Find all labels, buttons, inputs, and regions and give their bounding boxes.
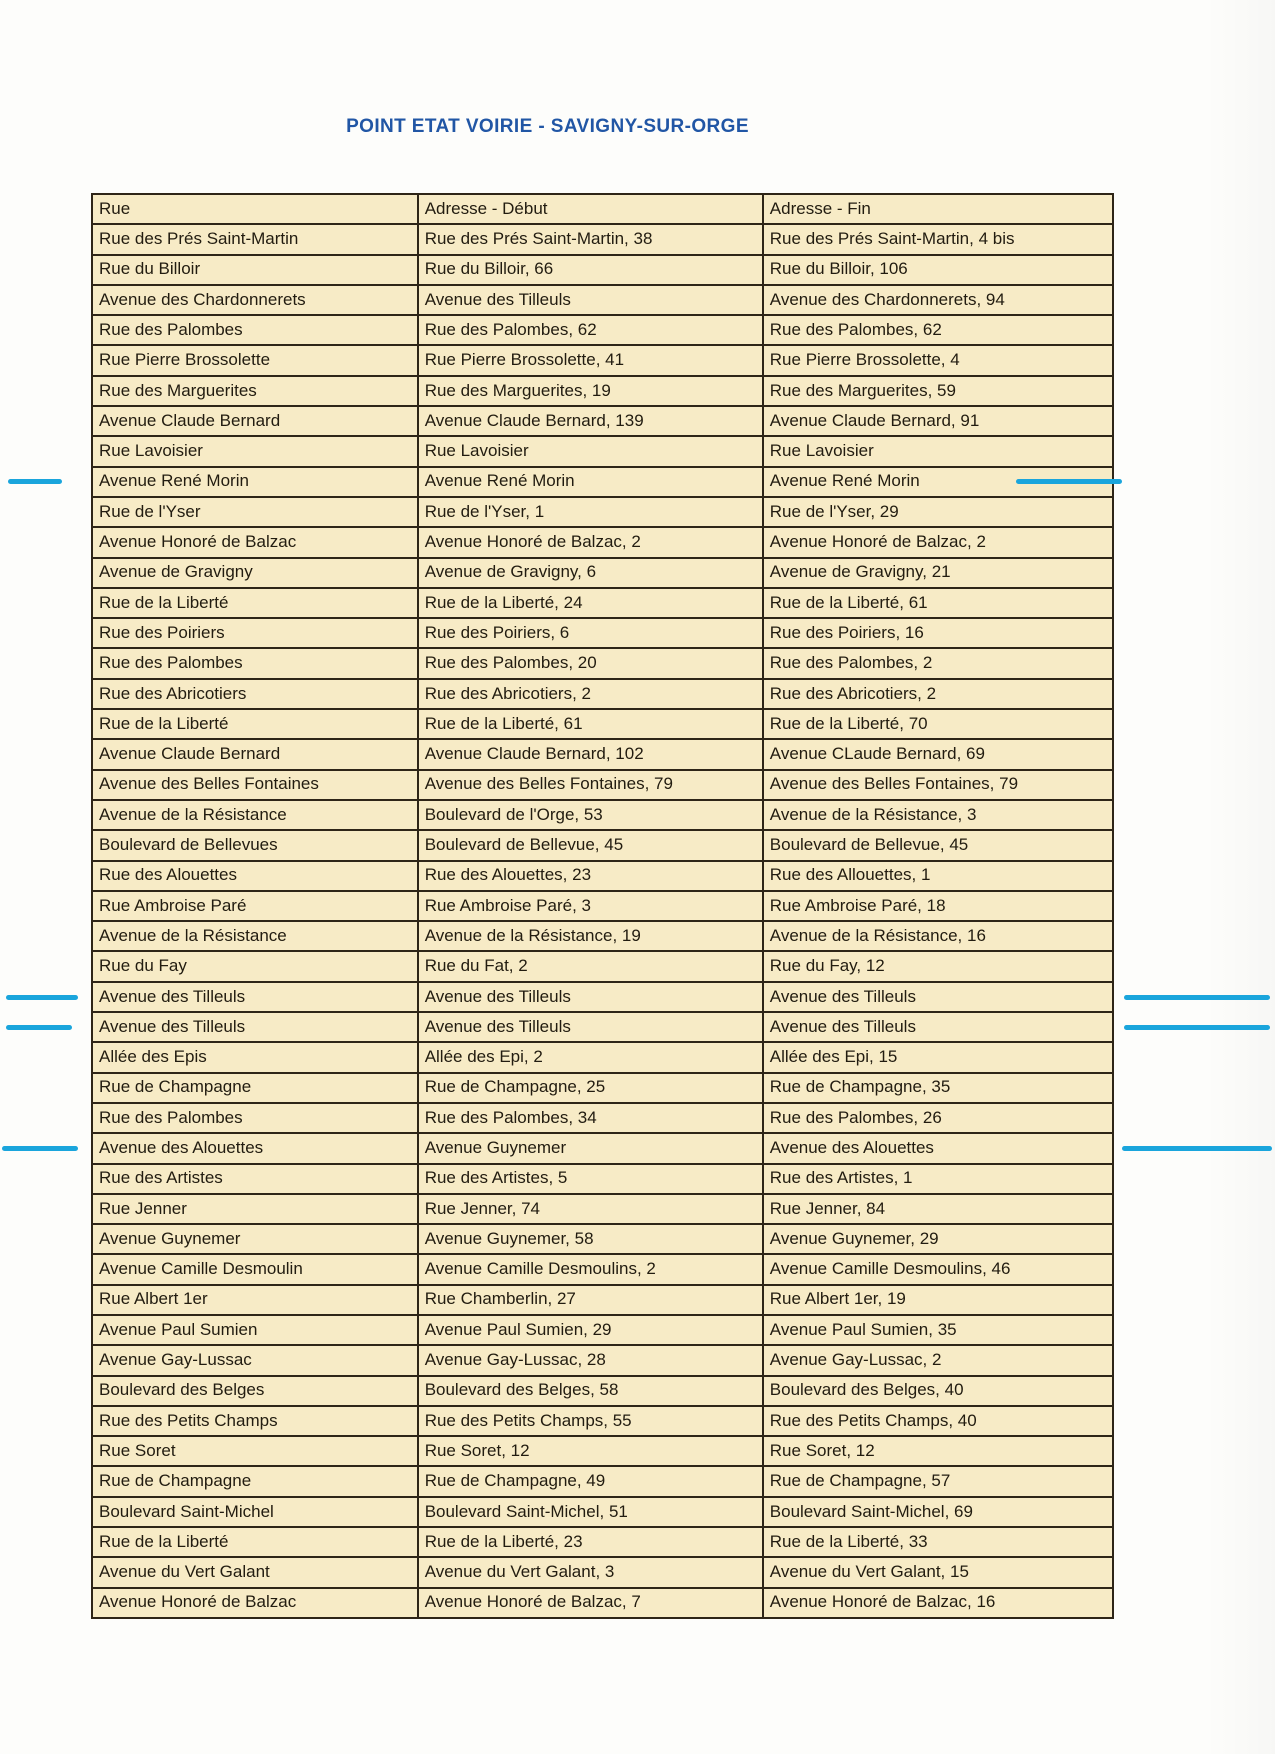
- cell-adresse-debut: Rue Ambroise Paré, 3: [418, 891, 763, 921]
- table-row: [92, 1406, 1113, 1436]
- cell-adresse-debut: Avenue Honoré de Balzac, 2: [418, 527, 763, 557]
- header-adresse-debut: Adresse - Début: [418, 194, 763, 224]
- table-row: [92, 861, 1113, 891]
- highlighter-mark: [1124, 995, 1270, 1000]
- table-row: [92, 1557, 1113, 1587]
- table-row: [92, 588, 1113, 618]
- cell-rue: Rue des Palombes: [92, 1103, 418, 1133]
- cell-adresse-debut: Rue des Prés Saint-Martin, 38: [418, 224, 763, 254]
- cell-adresse-debut: Rue de la Liberté, 23: [418, 1527, 763, 1557]
- cell-rue: Rue des Prés Saint-Martin: [92, 224, 418, 254]
- cell-adresse-debut: Rue du Fat, 2: [418, 951, 763, 981]
- table-row: [92, 739, 1113, 769]
- voirie-table: [91, 193, 1114, 1619]
- cell-rue: Rue Lavoisier: [92, 436, 418, 466]
- cell-adresse-debut: Avenue Paul Sumien, 29: [418, 1315, 763, 1345]
- cell-adresse-debut: Boulevard de Bellevue, 45: [418, 830, 763, 860]
- cell-adresse-debut: Boulevard Saint-Michel, 51: [418, 1497, 763, 1527]
- cell-rue: Rue Albert 1er: [92, 1285, 418, 1315]
- cell-rue: Rue des Artistes: [92, 1164, 418, 1194]
- header-adresse-fin: Adresse - Fin: [763, 194, 1113, 224]
- table-row: [92, 467, 1113, 497]
- cell-rue: Boulevard Saint-Michel: [92, 1497, 418, 1527]
- table-row: [92, 1012, 1113, 1042]
- cell-adresse-debut: Rue Pierre Brossolette, 41: [418, 345, 763, 375]
- table-row: [92, 618, 1113, 648]
- cell-adresse-fin: Rue de Champagne, 35: [763, 1073, 1113, 1103]
- cell-adresse-debut: Avenue de la Résistance, 19: [418, 921, 763, 951]
- cell-adresse-debut: Avenue de Gravigny, 6: [418, 558, 763, 588]
- cell-rue: Rue de Champagne: [92, 1466, 418, 1496]
- cell-adresse-debut: Rue de l'Yser, 1: [418, 497, 763, 527]
- cell-rue: Avenue René Morin: [92, 467, 418, 497]
- cell-rue: Avenue de la Résistance: [92, 921, 418, 951]
- cell-rue: Rue des Palombes: [92, 315, 418, 345]
- cell-adresse-fin: Rue des Prés Saint-Martin, 4 bis: [763, 224, 1113, 254]
- table-row: [92, 497, 1113, 527]
- table-row: [92, 1073, 1113, 1103]
- table-row: [92, 1527, 1113, 1557]
- cell-adresse-fin: Rue des Abricotiers, 2: [763, 679, 1113, 709]
- cell-adresse-debut: Rue Chamberlin, 27: [418, 1285, 763, 1315]
- table-row: [92, 1345, 1113, 1375]
- cell-adresse-fin: Rue de la Liberté, 61: [763, 588, 1113, 618]
- table-row: [92, 527, 1113, 557]
- cell-adresse-fin: Avenue CLaude Bernard, 69: [763, 739, 1113, 769]
- table-row: [92, 648, 1113, 678]
- table-row: [92, 224, 1113, 254]
- table-body: [92, 224, 1113, 1618]
- cell-adresse-fin: Rue des Poiriers, 16: [763, 618, 1113, 648]
- cell-adresse-debut: Rue des Palombes, 62: [418, 315, 763, 345]
- cell-adresse-fin: Rue des Palombes, 26: [763, 1103, 1113, 1133]
- cell-rue: Rue de la Liberté: [92, 588, 418, 618]
- cell-adresse-fin: Avenue Camille Desmoulins, 46: [763, 1254, 1113, 1284]
- cell-rue: Avenue de Gravigny: [92, 558, 418, 588]
- cell-adresse-debut: Rue du Billoir, 66: [418, 255, 763, 285]
- cell-rue: Avenue Claude Bernard: [92, 739, 418, 769]
- page-title: POINT ETAT VOIRIE - SAVIGNY-SUR-ORGE: [346, 116, 749, 137]
- cell-rue: Boulevard des Belges: [92, 1376, 418, 1406]
- cell-rue: Avenue des Tilleuls: [92, 982, 418, 1012]
- cell-adresse-fin: Avenue Honoré de Balzac, 2: [763, 527, 1113, 557]
- table-row: [92, 345, 1113, 375]
- cell-adresse-debut: Rue de Champagne, 25: [418, 1073, 763, 1103]
- cell-adresse-debut: Avenue Claude Bernard, 102: [418, 739, 763, 769]
- cell-adresse-debut: Rue des Artistes, 5: [418, 1164, 763, 1194]
- cell-adresse-debut: Avenue René Morin: [418, 467, 763, 497]
- cell-rue: Rue Soret: [92, 1436, 418, 1466]
- cell-adresse-fin: Rue du Fay, 12: [763, 951, 1113, 981]
- table-row: [92, 255, 1113, 285]
- cell-adresse-fin: Rue de Champagne, 57: [763, 1466, 1113, 1496]
- cell-adresse-fin: Avenue du Vert Galant, 15: [763, 1557, 1113, 1587]
- cell-adresse-fin: Rue Lavoisier: [763, 436, 1113, 466]
- cell-rue: Rue des Alouettes: [92, 861, 418, 891]
- cell-adresse-fin: Rue Albert 1er, 19: [763, 1285, 1113, 1315]
- cell-adresse-debut: Allée des Epi, 2: [418, 1042, 763, 1072]
- cell-adresse-fin: Rue des Marguerites, 59: [763, 376, 1113, 406]
- highlighter-mark: [2, 1146, 78, 1151]
- cell-adresse-debut: Rue de la Liberté, 61: [418, 709, 763, 739]
- cell-adresse-fin: Rue des Palombes, 2: [763, 648, 1113, 678]
- cell-adresse-debut: Rue Soret, 12: [418, 1436, 763, 1466]
- cell-rue: Rue des Abricotiers: [92, 679, 418, 709]
- cell-adresse-fin: Avenue de la Résistance, 16: [763, 921, 1113, 951]
- cell-adresse-fin: Rue du Billoir, 106: [763, 255, 1113, 285]
- cell-rue: Rue de Champagne: [92, 1073, 418, 1103]
- scan-edge-shadow: [1205, 0, 1275, 1754]
- cell-rue: Avenue des Belles Fontaines: [92, 770, 418, 800]
- cell-rue: Rue de la Liberté: [92, 1527, 418, 1557]
- cell-rue: Avenue du Vert Galant: [92, 1557, 418, 1587]
- cell-adresse-fin: Rue des Artistes, 1: [763, 1164, 1113, 1194]
- cell-adresse-fin: Avenue de la Résistance, 3: [763, 800, 1113, 830]
- cell-rue: Avenue Honoré de Balzac: [92, 527, 418, 557]
- cell-rue: Rue du Fay: [92, 951, 418, 981]
- table-row: [92, 1103, 1113, 1133]
- cell-rue: Rue de la Liberté: [92, 709, 418, 739]
- cell-adresse-fin: Avenue de Gravigny, 21: [763, 558, 1113, 588]
- cell-rue: Avenue Honoré de Balzac: [92, 1588, 418, 1618]
- cell-rue: Avenue Camille Desmoulin: [92, 1254, 418, 1284]
- cell-adresse-debut: Rue Lavoisier: [418, 436, 763, 466]
- cell-adresse-debut: Avenue Guynemer, 58: [418, 1224, 763, 1254]
- cell-adresse-fin: Boulevard des Belges, 40: [763, 1376, 1113, 1406]
- table-row: [92, 1254, 1113, 1284]
- cell-adresse-debut: Avenue des Belles Fontaines, 79: [418, 770, 763, 800]
- cell-adresse-fin: Avenue Claude Bernard, 91: [763, 406, 1113, 436]
- cell-adresse-debut: Boulevard des Belges, 58: [418, 1376, 763, 1406]
- table-row: [92, 830, 1113, 860]
- cell-rue: Avenue Gay-Lussac: [92, 1345, 418, 1375]
- table-row: [92, 1194, 1113, 1224]
- table-row: [92, 951, 1113, 981]
- table-row: [92, 1315, 1113, 1345]
- cell-adresse-debut: Avenue des Tilleuls: [418, 1012, 763, 1042]
- cell-adresse-fin: Rue Pierre Brossolette, 4: [763, 345, 1113, 375]
- cell-adresse-fin: Rue Ambroise Paré, 18: [763, 891, 1113, 921]
- cell-rue: Avenue des Tilleuls: [92, 1012, 418, 1042]
- table-row: [92, 285, 1113, 315]
- cell-rue: Avenue Claude Bernard: [92, 406, 418, 436]
- cell-rue: Rue des Palombes: [92, 648, 418, 678]
- header-rue: Rue: [92, 194, 418, 224]
- cell-adresse-fin: Avenue Guynemer, 29: [763, 1224, 1113, 1254]
- highlighter-mark: [6, 1025, 72, 1030]
- cell-adresse-debut: Avenue des Tilleuls: [418, 982, 763, 1012]
- table-row: [92, 891, 1113, 921]
- table-row: [92, 709, 1113, 739]
- cell-adresse-fin: Avenue Gay-Lussac, 2: [763, 1345, 1113, 1375]
- table-row: [92, 679, 1113, 709]
- cell-adresse-debut: Rue des Marguerites, 19: [418, 376, 763, 406]
- table-row: [92, 1133, 1113, 1163]
- cell-adresse-debut: Rue des Abricotiers, 2: [418, 679, 763, 709]
- cell-rue: Avenue Paul Sumien: [92, 1315, 418, 1345]
- cell-adresse-fin: Avenue René Morin: [763, 467, 1113, 497]
- cell-adresse-debut: Rue de la Liberté, 24: [418, 588, 763, 618]
- cell-adresse-fin: Boulevard de Bellevue, 45: [763, 830, 1113, 860]
- cell-adresse-debut: Rue Jenner, 74: [418, 1194, 763, 1224]
- table-row: [92, 921, 1113, 951]
- cell-adresse-fin: Avenue des Tilleuls: [763, 1012, 1113, 1042]
- cell-adresse-debut: Avenue Claude Bernard, 139: [418, 406, 763, 436]
- cell-adresse-fin: Rue Soret, 12: [763, 1436, 1113, 1466]
- cell-adresse-fin: Rue Jenner, 84: [763, 1194, 1113, 1224]
- cell-adresse-fin: Avenue des Belles Fontaines, 79: [763, 770, 1113, 800]
- cell-adresse-fin: Rue de la Liberté, 70: [763, 709, 1113, 739]
- table-row: [92, 1588, 1113, 1618]
- cell-adresse-fin: Avenue des Tilleuls: [763, 982, 1113, 1012]
- cell-adresse-fin: Rue de l'Yser, 29: [763, 497, 1113, 527]
- table-row: [92, 1376, 1113, 1406]
- cell-adresse-debut: Avenue Gay-Lussac, 28: [418, 1345, 763, 1375]
- cell-adresse-debut: Rue des Alouettes, 23: [418, 861, 763, 891]
- cell-rue: Rue des Petits Champs: [92, 1406, 418, 1436]
- cell-rue: Avenue Guynemer: [92, 1224, 418, 1254]
- cell-adresse-debut: Avenue des Tilleuls: [418, 285, 763, 315]
- cell-adresse-debut: Avenue Honoré de Balzac, 7: [418, 1588, 763, 1618]
- table-row: [92, 436, 1113, 466]
- cell-adresse-debut: Rue de Champagne, 49: [418, 1466, 763, 1496]
- table-row: [92, 1436, 1113, 1466]
- highlighter-mark: [1124, 1025, 1270, 1030]
- cell-adresse-fin: Rue des Petits Champs, 40: [763, 1406, 1113, 1436]
- cell-rue: Rue des Poiriers: [92, 618, 418, 648]
- cell-adresse-debut: Rue des Palombes, 34: [418, 1103, 763, 1133]
- cell-rue: Rue Pierre Brossolette: [92, 345, 418, 375]
- cell-adresse-debut: Avenue Guynemer: [418, 1133, 763, 1163]
- cell-adresse-fin: Rue de la Liberté, 33: [763, 1527, 1113, 1557]
- highlighter-mark: [1122, 1146, 1272, 1151]
- cell-adresse-debut: Avenue du Vert Galant, 3: [418, 1557, 763, 1587]
- cell-adresse-fin: Avenue des Chardonnerets, 94: [763, 285, 1113, 315]
- cell-rue: Rue Jenner: [92, 1194, 418, 1224]
- highlighter-mark: [6, 995, 78, 1000]
- cell-adresse-debut: Rue des Poiriers, 6: [418, 618, 763, 648]
- cell-adresse-fin: Allée des Epi, 15: [763, 1042, 1113, 1072]
- cell-rue: Allée des Epis: [92, 1042, 418, 1072]
- cell-adresse-fin: Rue des Palombes, 62: [763, 315, 1113, 345]
- cell-rue: Avenue de la Résistance: [92, 800, 418, 830]
- header-row: [92, 194, 1113, 224]
- highlighter-mark: [1016, 479, 1122, 484]
- highlighter-mark: [8, 479, 62, 484]
- cell-adresse-debut: Avenue Camille Desmoulins, 2: [418, 1254, 763, 1284]
- table-row: [92, 558, 1113, 588]
- cell-rue: Rue Ambroise Paré: [92, 891, 418, 921]
- table-row: [92, 1224, 1113, 1254]
- cell-adresse-fin: Rue des Allouettes, 1: [763, 861, 1113, 891]
- table-row: [92, 1497, 1113, 1527]
- cell-adresse-debut: Rue des Palombes, 20: [418, 648, 763, 678]
- table-row: [92, 1164, 1113, 1194]
- cell-rue: Rue de l'Yser: [92, 497, 418, 527]
- cell-adresse-debut: Rue des Petits Champs, 55: [418, 1406, 763, 1436]
- cell-rue: Rue des Marguerites: [92, 376, 418, 406]
- table-row: [92, 800, 1113, 830]
- cell-rue: Avenue des Chardonnerets: [92, 285, 418, 315]
- table-row: [92, 376, 1113, 406]
- cell-adresse-fin: Boulevard Saint-Michel, 69: [763, 1497, 1113, 1527]
- cell-adresse-fin: Avenue des Alouettes: [763, 1133, 1113, 1163]
- cell-adresse-fin: Avenue Honoré de Balzac, 16: [763, 1588, 1113, 1618]
- cell-rue: Boulevard de Bellevues: [92, 830, 418, 860]
- cell-rue: Rue du Billoir: [92, 255, 418, 285]
- table-row: [92, 406, 1113, 436]
- cell-adresse-debut: Boulevard de l'Orge, 53: [418, 800, 763, 830]
- table-row: [92, 315, 1113, 345]
- table-row: [92, 1466, 1113, 1496]
- table-row: [92, 770, 1113, 800]
- cell-rue: Avenue des Alouettes: [92, 1133, 418, 1163]
- cell-adresse-fin: Avenue Paul Sumien, 35: [763, 1315, 1113, 1345]
- table-row: [92, 982, 1113, 1012]
- table-row: [92, 1042, 1113, 1072]
- table-row: [92, 1285, 1113, 1315]
